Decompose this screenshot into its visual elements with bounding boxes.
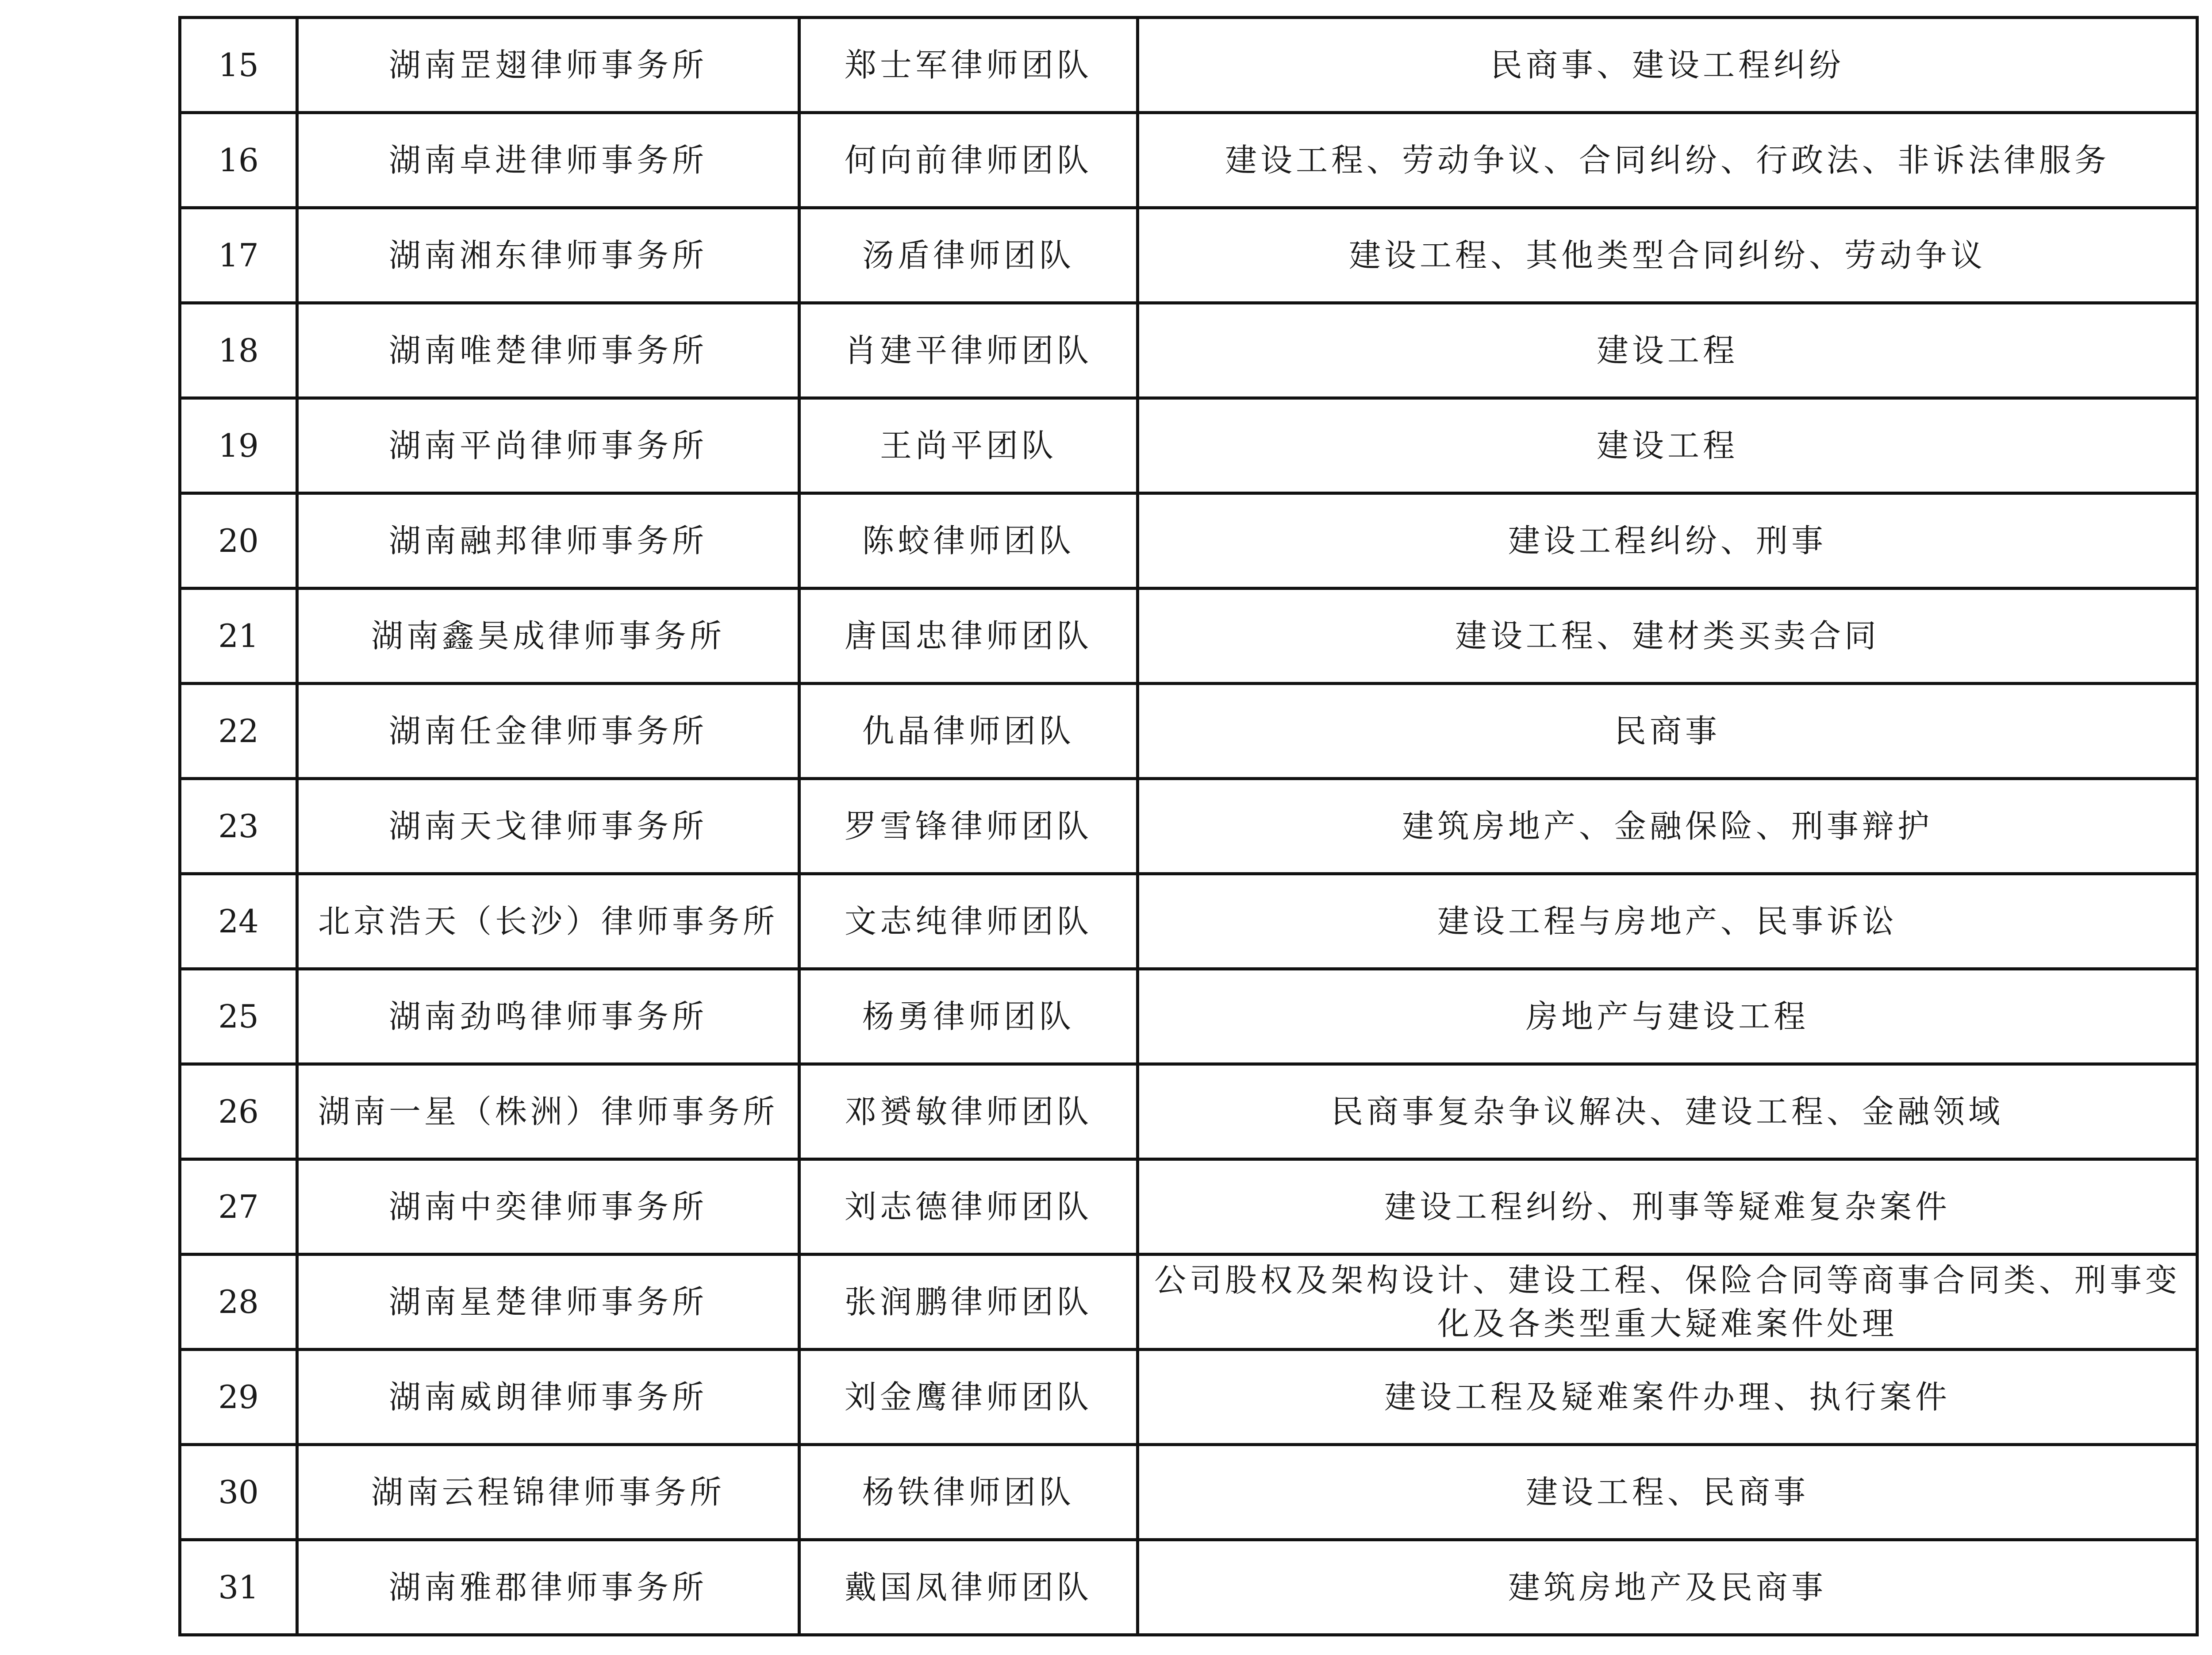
row-number-cell: 30 (180, 1445, 297, 1540)
practice-areas-cell: 民商事、建设工程纠纷 (1138, 18, 2197, 113)
lawyer-team-cell: 张润鹏律师团队 (799, 1255, 1138, 1350)
practice-areas-cell: 民商事复杂争议解决、建设工程、金融领域 (1138, 1064, 2197, 1159)
lawyer-team-cell: 汤盾律师团队 (799, 208, 1138, 303)
law-firm-name-cell: 湖南一星（株洲）律师事务所 (297, 1064, 799, 1159)
row-number-cell: 27 (180, 1159, 297, 1255)
table-row (180, 398, 2197, 493)
table-row (180, 1064, 2197, 1159)
practice-areas-cell: 建设工程、建材类买卖合同 (1138, 589, 2197, 684)
law-firm-name-cell: 湖南卓进律师事务所 (297, 113, 799, 208)
row-number-cell: 16 (180, 113, 297, 208)
row-number-cell: 24 (180, 874, 297, 969)
table-row (180, 113, 2197, 208)
row-number-cell: 18 (180, 303, 297, 398)
law-firm-name-cell: 湖南湘东律师事务所 (297, 208, 799, 303)
table-row (180, 1159, 2197, 1255)
row-number-cell: 21 (180, 589, 297, 684)
row-number-cell: 20 (180, 493, 297, 589)
law-firm-name-cell: 湖南云程锦律师事务所 (297, 1445, 799, 1540)
table-row (180, 969, 2197, 1064)
table-row (180, 1445, 2197, 1540)
practice-areas-cell: 建设工程纠纷、刑事 (1138, 493, 2197, 589)
table-row (180, 493, 2197, 589)
lawyer-team-cell: 王尚平团队 (799, 398, 1138, 493)
law-firm-name-cell: 湖南融邦律师事务所 (297, 493, 799, 589)
table-row (180, 303, 2197, 398)
row-number-cell: 23 (180, 779, 297, 874)
row-number-cell: 25 (180, 969, 297, 1064)
practice-areas-cell: 建设工程 (1138, 303, 2197, 398)
row-number-cell: 29 (180, 1350, 297, 1445)
law-firm-name-cell: 湖南唯楚律师事务所 (297, 303, 799, 398)
practice-areas-cell: 建设工程、民商事 (1138, 1445, 2197, 1540)
row-number-cell: 22 (180, 684, 297, 779)
table-row (180, 18, 2197, 113)
law-firm-name-cell: 湖南任金律师事务所 (297, 684, 799, 779)
practice-areas-cell: 建设工程纠纷、刑事等疑难复杂案件 (1138, 1159, 2197, 1255)
practice-areas-cell: 民商事 (1138, 684, 2197, 779)
law-firm-table (178, 16, 2199, 1636)
lawyer-team-cell: 何向前律师团队 (799, 113, 1138, 208)
table-row (180, 1255, 2197, 1350)
law-firm-name-cell: 湖南天戈律师事务所 (297, 779, 799, 874)
practice-areas-cell: 房地产与建设工程 (1138, 969, 2197, 1064)
lawyer-team-cell: 肖建平律师团队 (799, 303, 1138, 398)
table-row (180, 684, 2197, 779)
lawyer-team-cell: 刘志德律师团队 (799, 1159, 1138, 1255)
table-row (180, 1540, 2197, 1635)
law-firm-table-body (180, 18, 2197, 1635)
table-row (180, 589, 2197, 684)
table-row (180, 779, 2197, 874)
law-firm-name-cell: 湖南劲鸣律师事务所 (297, 969, 799, 1064)
practice-areas-cell: 建筑房地产、金融保险、刑事辩护 (1138, 779, 2197, 874)
row-number-cell: 17 (180, 208, 297, 303)
practice-areas-cell: 建设工程与房地产、民事诉讼 (1138, 874, 2197, 969)
law-firm-name-cell: 湖南雅郡律师事务所 (297, 1540, 799, 1635)
law-firm-name-cell: 湖南星楚律师事务所 (297, 1255, 799, 1350)
practice-areas-cell: 建设工程、其他类型合同纠纷、劳动争议 (1138, 208, 2197, 303)
table-row (180, 208, 2197, 303)
law-firm-name-cell: 湖南平尚律师事务所 (297, 398, 799, 493)
lawyer-team-cell: 刘金鹰律师团队 (799, 1350, 1138, 1445)
practice-areas-cell: 公司股权及架构设计、建设工程、保险合同等商事合同类、刑事变化及各类型重大疑难案件处理 (1138, 1255, 2197, 1350)
lawyer-team-cell: 杨铁律师团队 (799, 1445, 1138, 1540)
lawyer-team-cell: 罗雪锋律师团队 (799, 779, 1138, 874)
row-number-cell: 26 (180, 1064, 297, 1159)
row-number-cell: 31 (180, 1540, 297, 1635)
practice-areas-cell: 建设工程、劳动争议、合同纠纷、行政法、非诉法律服务 (1138, 113, 2197, 208)
practice-areas-cell: 建筑房地产及民商事 (1138, 1540, 2197, 1635)
law-firm-name-cell: 湖南中奕律师事务所 (297, 1159, 799, 1255)
lawyer-team-cell: 郑士军律师团队 (799, 18, 1138, 113)
law-firm-name-cell: 湖南鑫昊成律师事务所 (297, 589, 799, 684)
practice-areas-cell: 建设工程 (1138, 398, 2197, 493)
law-firm-name-cell: 湖南罡翅律师事务所 (297, 18, 799, 113)
lawyer-team-cell: 文志纯律师团队 (799, 874, 1138, 969)
row-number-cell: 19 (180, 398, 297, 493)
practice-areas-cell: 建设工程及疑难案件办理、执行案件 (1138, 1350, 2197, 1445)
row-number-cell: 28 (180, 1255, 297, 1350)
law-firm-name-cell: 湖南威朗律师事务所 (297, 1350, 799, 1445)
lawyer-team-cell: 戴国凤律师团队 (799, 1540, 1138, 1635)
lawyer-team-cell: 邓赟敏律师团队 (799, 1064, 1138, 1159)
table-row (180, 874, 2197, 969)
lawyer-team-cell: 唐国忠律师团队 (799, 589, 1138, 684)
table-row (180, 1350, 2197, 1445)
lawyer-team-cell: 仇晶律师团队 (799, 684, 1138, 779)
lawyer-team-cell: 陈蛟律师团队 (799, 493, 1138, 589)
lawyer-team-cell: 杨勇律师团队 (799, 969, 1138, 1064)
law-firm-name-cell: 北京浩天（长沙）律师事务所 (297, 874, 799, 969)
row-number-cell: 15 (180, 18, 297, 113)
